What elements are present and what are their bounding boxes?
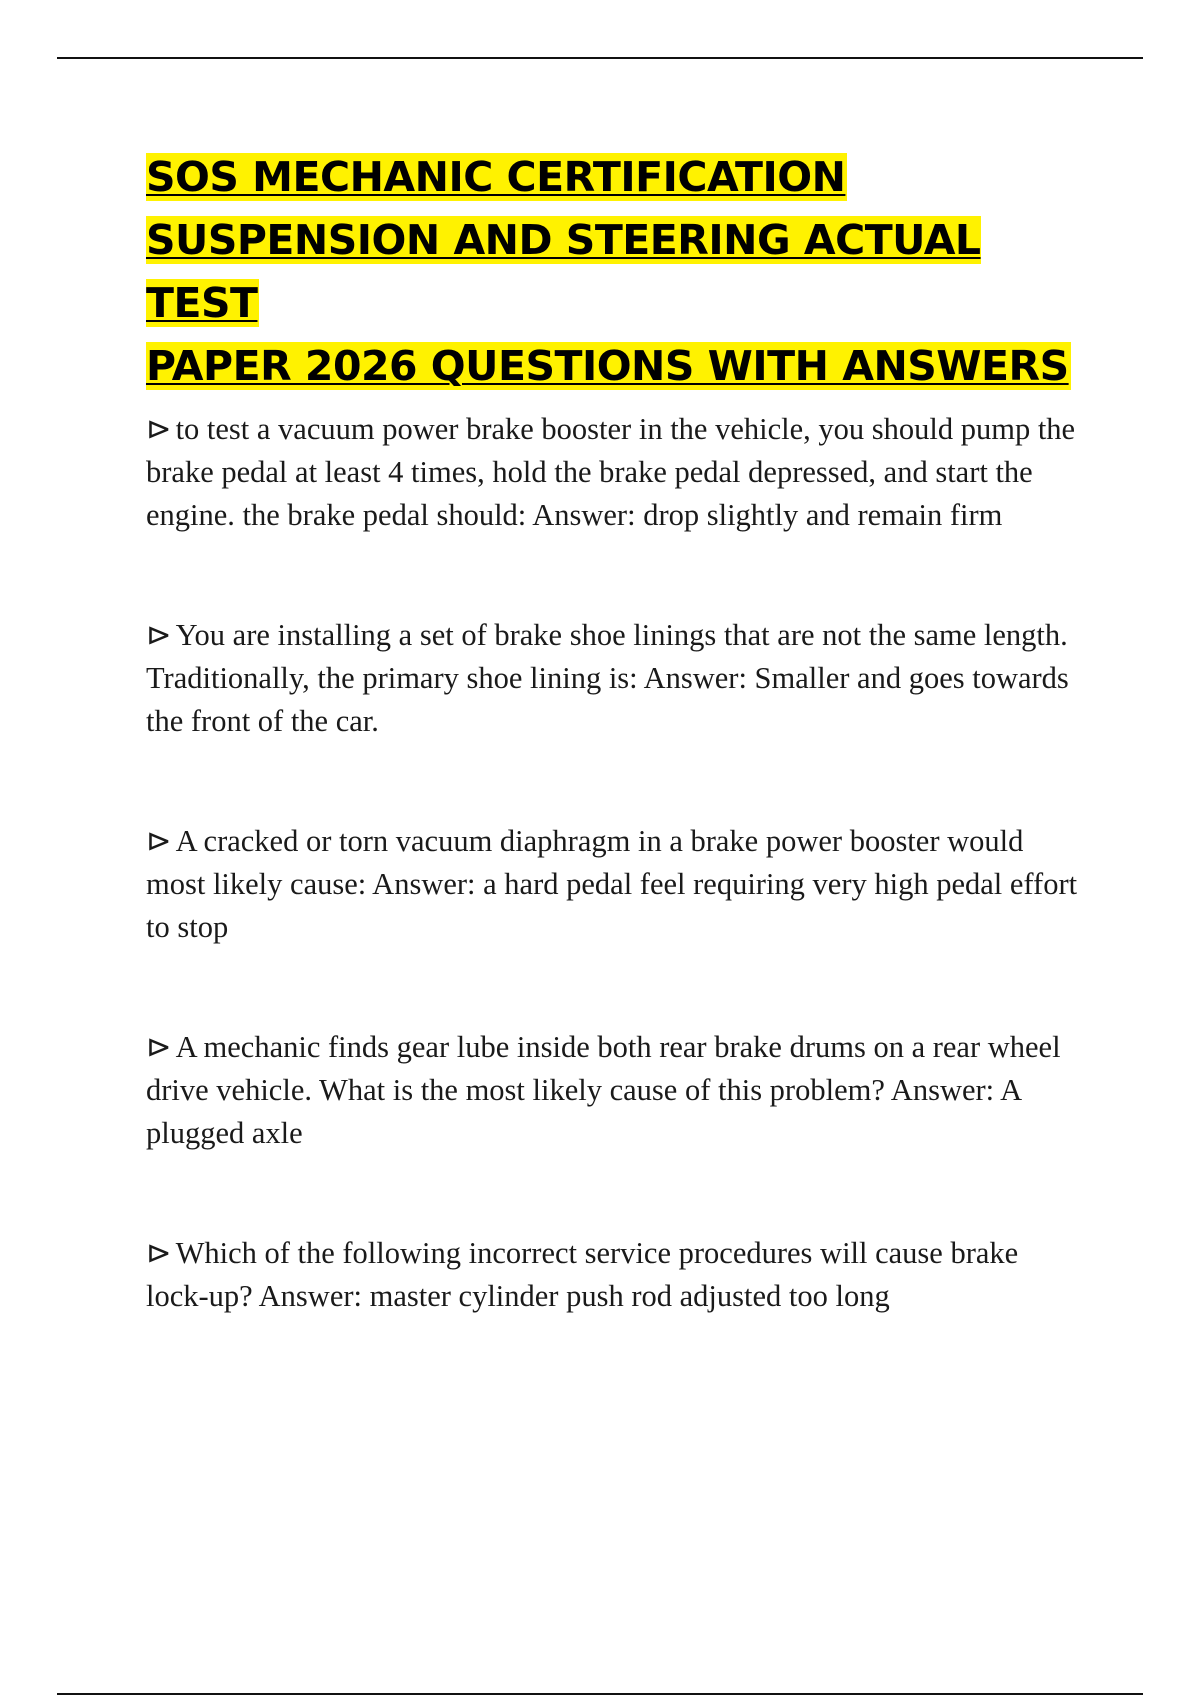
- title-line: PAPER 2026 QUESTIONS WITH ANSWERS: [146, 342, 1069, 390]
- qa-item: [146, 1232, 1086, 1318]
- triangle-bullet-icon: ⊳: [146, 618, 172, 652]
- qa-text: Which of the following incorrect service procedures will cause brake lock-up? Answer: master cylinder push rod adjusted too long: [146, 1236, 1019, 1313]
- bottom-rule: [57, 1693, 1143, 1695]
- top-rule: [57, 57, 1143, 59]
- triangle-bullet-icon: ⊳: [146, 824, 172, 858]
- triangle-bullet-icon: ⊳: [146, 1236, 172, 1270]
- qa-text: A cracked or torn vacuum diaphragm in a brake power booster would most likely cause: Answer: a hard pedal feel requiring very high pedal effort to stop: [146, 824, 1078, 944]
- qa-text: A mechanic finds gear lube inside both rear brake drums on a rear wheel drive vehicle. What is the most likely cause of this problem? Answer: A plugged axle: [146, 1030, 1061, 1150]
- qa-text: You are installing a set of brake shoe linings that are not the same length. Traditionally, the primary shoe lining is: Answer: Smaller and goes towards the front of the car.: [146, 618, 1069, 738]
- qa-item: [146, 614, 1086, 743]
- qa-item: [146, 1026, 1086, 1155]
- document-title: [146, 146, 1106, 398]
- qa-text: to test a vacuum power brake booster in the vehicle, you should pump the brake pedal at least 4 times, hold the brake pedal depressed, and start the engine. the brake pedal should: Answer: drop slightly and remain firm: [146, 412, 1076, 532]
- triangle-bullet-icon: ⊳: [146, 412, 172, 446]
- qa-item: [146, 820, 1086, 949]
- qa-item: [146, 408, 1086, 537]
- question-list: [146, 408, 1086, 1318]
- triangle-bullet-icon: ⊳: [146, 1030, 172, 1064]
- title-line: SOS MECHANIC CERTIFICATION: [146, 153, 846, 201]
- title-line: SUSPENSION AND STEERING ACTUAL TEST: [146, 216, 981, 327]
